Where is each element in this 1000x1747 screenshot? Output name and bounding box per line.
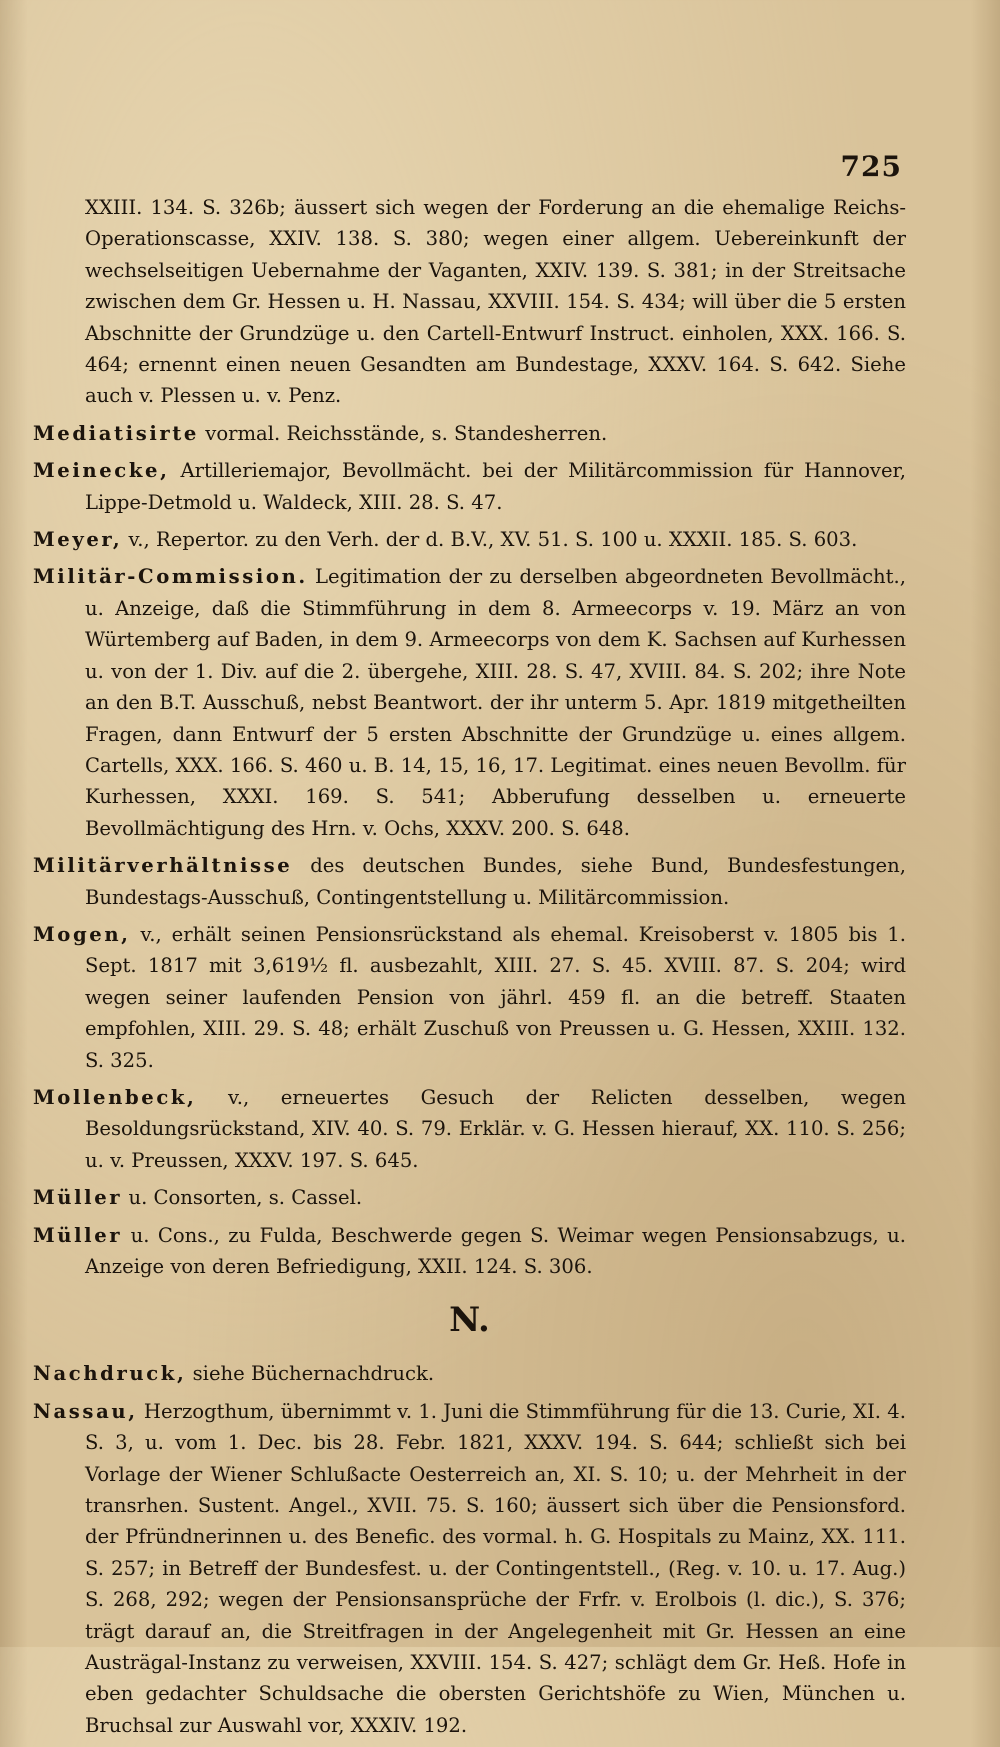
entry-headword: Nachdruck, [33, 1362, 187, 1386]
entry-text: des deutschen Bundes, siehe Bund, Bundesfestungen, Bundestags-Ausschuß, Contingentstellung u. Militärcommission. [85, 854, 906, 909]
index-entry-meinecke [33, 455, 906, 518]
entry-text: Legitimation der zu derselben abgeordneten Bevollmächt., u. Anzeige, daß die Stimmführung in dem 8. Armeecorps v. 19. März an von Würtemberg auf Baden, in dem 9. Armeecorps von dem K. Sachsen auf Kurhessen u. von der 1. Div. auf die 2. übergehe, XIII. 28. S. 47, XVIII. 84. S. 202; ihre Note an den B.T. Ausschuß, nebst Beantwort. der ihr unterm 5. Apr. 1819 mitgetheilten Fragen, dann Entwurf der 5 ersten Abschnitte der Grundzüge u. eines allgem. Cartells, XXX. 166. S. 460 u. B. 14, 15, 16, 17. Legitimat. eines neuen Bevollm. für Kurhessen, XXXI. 169. S. 541; Abberufung desselben u. erneuerte Bevollmächtigung des Hrn. v. Ochs, XXXV. 200. S. 648. [85, 565, 906, 840]
index-entry-continuation [33, 192, 906, 412]
entry-headword: Müller [33, 1223, 123, 1247]
index-entry-mediatisirte [33, 418, 906, 449]
entry-headword: Militärverhältnisse [33, 854, 293, 878]
index-entry-mogen [33, 919, 906, 1076]
entry-text: Herzogthum, übernimmt v. 1. Juni die Stimmführung für die 13. Curie, XI. 4. S. 3, u. vom 1. Dec. bis 28. Febr. 1821, XXXV. 194. S. 644; schließt sich bei Vorlage der Wiener Schlußacte Oesterreich an, XI. S. 10; u. der Mehrheit in der transrhen. Sustent. Angel., XVII. 75. S. 160; äussert sich über die Pensionsford. der Pfründnerinnen u. des Benefic. des vormal. h. G. Hospitals zu Mainz, XX. 111. S. 257; in Betreff der Bundesfest. u. der Contingentstell., (Reg. v. 10. u. 17. Aug.) S. 268, 292; wegen der Pensionsansprüche der Frfr. v. Erolbois (l. dic.), S. 376; trägt darauf an, die Streitfragen in der Angelegenheit mit Gr. Hessen an eine Austrägal-Instanz zu verweisen, XXVIII. 154. S. 427; schlägt dem Gr. Heß. Hofe in eben gedachter Schuldsache die obersten Gerichtshöfe zu Wien, München u. Bruchsal zur Auswahl vor, XXXIV. 192. [85, 1399, 906, 1737]
entry-text: Artilleriemajor, Bevollmächt. bei der Militärcommission für Hannover, Lippe-Detmold u. Waldeck, XIII. 28. S. 47. [85, 459, 906, 514]
index-entry-militaerverhaeltnisse [33, 850, 906, 913]
entry-text: v., erneuertes Gesuch der Relicten desselben, wegen Besoldungsrückstand, XIV. 40. S. 79. Erklär. v. G. Hessen hierauf, XX. 110. S. 256; u. v. Preussen, XXXV. 197. S. 645. [85, 1085, 906, 1172]
index-entry-militaer-commission [33, 561, 906, 844]
entry-headword: Mogen, [33, 922, 131, 946]
index-content [33, 192, 906, 1747]
entry-headword: Nassau, [33, 1399, 138, 1423]
entry-text: v., erhält seinen Pensionsrückstand als ehemal. Kreisoberst v. 1805 bis 1. Sept. 1817 mit 3,619½ fl. ausbezahlt, XIII. 27. S. 45. XVIII. 87. S. 204; wird wegen seiner laufenden Pension von jährl. 459 fl. an die betreff. Staaten empfohlen, XIII. 29. S. 48; erhält Zuschuß von Preussen u. G. Hessen, XXIII. 132. S. 325. [85, 922, 906, 1072]
entry-headword: Müller [33, 1186, 123, 1210]
entry-text: v., Repertor. zu den Verh. der d. B.V., XV. 51. S. 100 u. XXXII. 185. S. 603. [122, 528, 858, 552]
index-entry-mollenbeck [33, 1082, 906, 1176]
entry-headword: Militär-Commission. [33, 565, 308, 589]
entry-text: XXIII. 134. S. 326b; äussert sich wegen der Forderung an die ehemalige Reichs-Operationscasse, XXIV. 138. S. 380; wegen einer allgem. Uebereinkunft der wechselseitigen Uebernahme der Vaganten, XXIV. 139. S. 381; in der Streitsache zwischen dem Gr. Hessen u. H. Nassau, XXVIII. 154. S. 434; will über die 5 ersten Abschnitte der Grundzüge u. den Cartell-Entwurf Instruct. einholen, XXX. 166. S. 464; ernennt einen neuen Gesandten am Bundestage, XXXV. 164. S. 642. Siehe auch v. Plessen u. v. Penz. [85, 196, 906, 408]
index-entry-nachdruck [33, 1358, 906, 1389]
page-number: 725 [840, 150, 902, 183]
entry-text: u. Consorten, s. Cassel. [122, 1186, 363, 1210]
entry-text: u. Cons., zu Fulda, Beschwerde gegen S. Weimar wegen Pensionsabzugs, u. Anzeige von deren Befriedigung, XXII. 124. S. 306. [85, 1223, 906, 1278]
index-entry-meyer [33, 524, 906, 555]
entry-headword: Meyer, [33, 528, 123, 552]
index-entry-mueller-consorten [33, 1182, 906, 1213]
index-entry-nassau [33, 1396, 906, 1741]
entry-headword: Mediatisirte [33, 421, 200, 445]
index-entry-mueller-fulda [33, 1220, 906, 1283]
entry-text: siehe Büchernachdruck. [186, 1362, 435, 1386]
section-letter-heading: N. [449, 1300, 490, 1341]
entry-headword: Meinecke, [33, 459, 170, 483]
entry-headword: Mollenbeck, [33, 1085, 197, 1109]
entry-text: vormal. Reichsstände, s. Standesherren. [199, 421, 608, 445]
